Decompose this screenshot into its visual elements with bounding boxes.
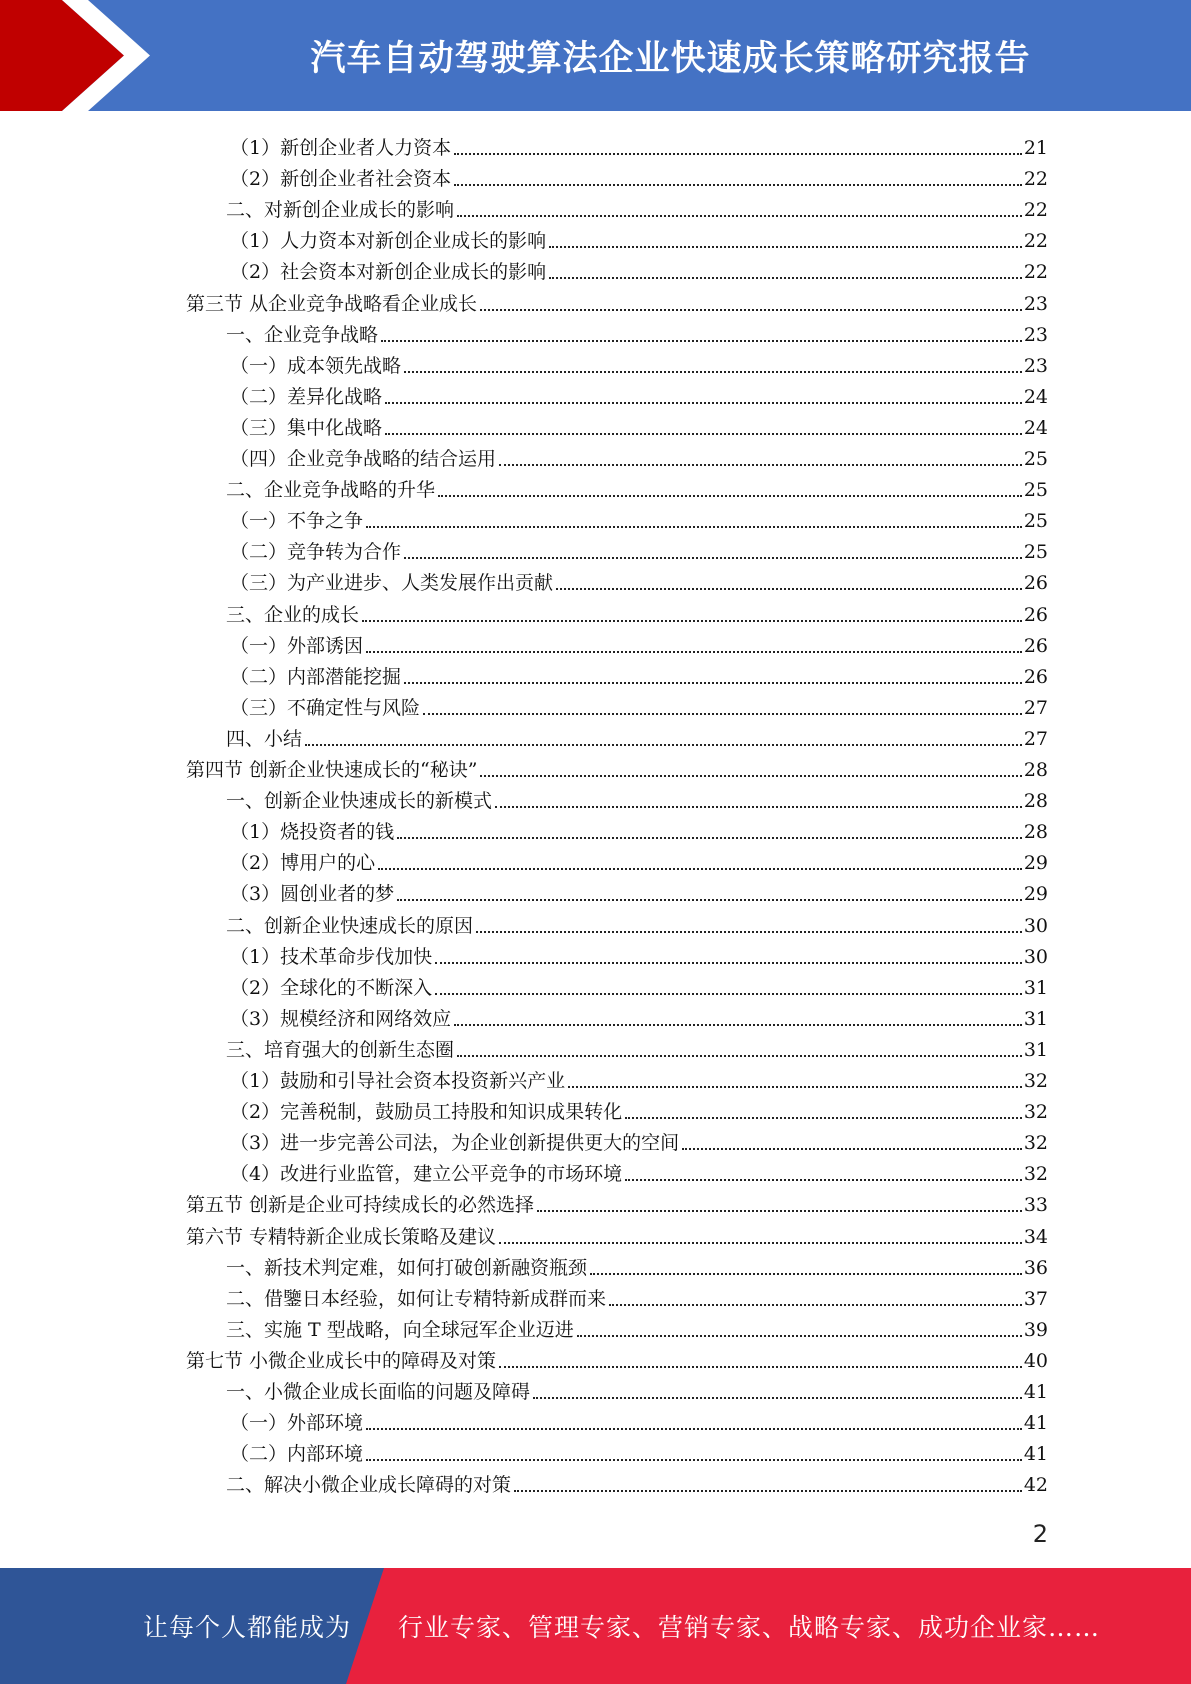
toc-entry[interactable] (230, 687, 1048, 718)
toc-entry[interactable] (230, 220, 1048, 251)
toc-dot-leader (682, 1148, 1022, 1150)
toc-entry-page: 32 (1023, 1132, 1048, 1155)
toc-entry-page: 42 (1023, 1474, 1048, 1497)
toc-dot-leader (454, 153, 1022, 155)
toc-entry-page: 21 (1023, 137, 1048, 159)
toc-entry[interactable] (226, 469, 1048, 500)
toc-dot-leader (366, 1428, 1022, 1430)
toc-dot-leader (435, 993, 1022, 995)
toc-entry-page: 31 (1023, 1007, 1048, 1030)
toc-entry-page: 30 (1023, 914, 1048, 937)
toc-entry-title: （1）技术革命步伐加快 (230, 945, 433, 968)
toc-entry[interactable] (230, 936, 1048, 967)
toc-dot-leader (438, 495, 1022, 497)
toc-entry-page: 26 (1023, 572, 1048, 595)
toc-entry-title: （2）新创企业者社会资本 (230, 168, 452, 191)
toc-entry[interactable] (226, 1371, 1048, 1402)
toc-entry[interactable] (230, 500, 1048, 531)
toc-entry[interactable] (226, 189, 1048, 220)
footer-slogan-right: 行业专家、管理专家、营销专家、战略专家、成功企业家…… (398, 1613, 1101, 1642)
toc-dot-leader (625, 1117, 1022, 1119)
page-footer (0, 1568, 1191, 1684)
toc-entry-title: 一、创新企业快速成长的新模式 (226, 790, 493, 813)
toc-dot-leader (537, 1210, 1022, 1212)
toc-entry-page: 34 (1023, 1225, 1048, 1248)
toc-entry[interactable] (186, 1340, 1048, 1371)
toc-entry-title: （三）不确定性与风险 (230, 696, 421, 719)
toc-dot-leader (609, 1304, 1022, 1306)
toc-entry-page: 25 (1023, 479, 1048, 502)
toc-entry-page: 26 (1023, 665, 1048, 688)
toc-entry-page: 41 (1023, 1381, 1048, 1403)
toc-entry-title: （二）内部潜能挖掘 (230, 665, 402, 688)
toc-entry[interactable] (230, 345, 1048, 376)
toc-dot-leader (514, 1490, 1022, 1492)
toc-dot-leader (499, 1366, 1022, 1368)
toc-entry-page: 40 (1023, 1349, 1048, 1372)
toc-entry-title: （三）集中化战略 (230, 416, 383, 439)
toc-entry-page: 28 (1023, 821, 1048, 844)
toc-entry[interactable] (186, 1216, 1048, 1247)
toc-entry-page: 41 (1023, 1443, 1048, 1466)
toc-entry-title: （二）内部环境 (230, 1443, 364, 1466)
toc-dot-leader (480, 309, 1022, 311)
toc-entry[interactable] (226, 718, 1048, 749)
toc-entry-title: （2）社会资本对新创企业成长的影响 (230, 261, 547, 284)
toc-entry-title: （4）改进行业监管，建立公平竞争的市场环境 (230, 1163, 623, 1186)
toc-entry[interactable] (226, 1029, 1048, 1060)
toc-dot-leader (366, 651, 1022, 653)
toc-dot-leader (362, 620, 1022, 622)
toc-entry[interactable] (230, 873, 1048, 904)
page-number: 2 (1032, 1520, 1048, 1548)
toc-dot-leader (454, 184, 1022, 186)
header-chevron-icon (0, 0, 160, 111)
toc-entry-page: 27 (1023, 727, 1048, 750)
toc-entry[interactable] (230, 656, 1048, 687)
toc-entry-page: 29 (1023, 883, 1048, 906)
toc-entry-page: 25 (1023, 448, 1048, 470)
toc-entry[interactable] (230, 376, 1048, 407)
toc-dot-leader (435, 962, 1022, 964)
toc-entry-title: 二、借鑒日本经验，如何让专精特新成群而来 (226, 1287, 607, 1310)
toc-entry[interactable] (186, 749, 1048, 780)
toc-entry-title: （一）外部环境 (230, 1412, 364, 1435)
toc-entry-title: （1）人力资本对新创企业成长的影响 (230, 230, 547, 253)
toc-entry[interactable] (230, 127, 1048, 158)
toc-entry-title: （3）进一步完善公司法，为企业创新提供更大的空间 (230, 1132, 680, 1155)
toc-entry[interactable] (230, 1433, 1048, 1464)
toc-entry-page: 32 (1023, 1163, 1048, 1186)
toc-entry-title: 第三节 从企业竞争战略看企业成长 (186, 292, 478, 315)
toc-entry[interactable] (230, 998, 1048, 1029)
toc-dot-leader (533, 1397, 1022, 1399)
toc-entry-page: 28 (1023, 790, 1048, 813)
toc-entry[interactable] (226, 780, 1048, 811)
toc-dot-leader (495, 806, 1022, 808)
toc-entry-title: （1）鼓励和引导社会资本投资新兴产业 (230, 1070, 566, 1092)
toc-dot-leader (378, 868, 1022, 870)
toc-dot-leader (397, 899, 1022, 901)
toc-entry-title: 一、小微企业成长面临的问题及障碍 (226, 1381, 531, 1403)
toc-dot-leader (549, 277, 1022, 279)
toc-entry[interactable] (230, 811, 1048, 842)
toc-dot-leader (366, 526, 1022, 528)
toc-entry-title: （1）烧投资者的钱 (230, 821, 395, 844)
toc-entry[interactable] (230, 531, 1048, 562)
toc-dot-leader (476, 931, 1022, 933)
toc-entry-page: 28 (1023, 759, 1048, 781)
report-title: 汽车自动驾驶算法企业快速成长策略研究报告 (310, 38, 1031, 79)
toc-entry[interactable] (230, 1122, 1048, 1153)
toc-dot-leader (404, 557, 1022, 559)
toc-dot-leader (625, 1179, 1022, 1181)
toc-entry-page: 39 (1023, 1318, 1048, 1341)
toc-entry-page: 22 (1023, 168, 1048, 191)
toc-entry[interactable] (230, 967, 1048, 998)
toc-entry-title: 第五节 创新是企业可持续成长的必然选择 (186, 1194, 535, 1217)
toc-entry-page: 26 (1023, 603, 1048, 626)
toc-entry-title: （二）竞争转为合作 (230, 541, 402, 564)
toc-entry-page: 36 (1023, 1256, 1048, 1279)
toc-entry-page: 27 (1023, 696, 1048, 719)
toc-entry-page: 26 (1023, 634, 1048, 657)
toc-dot-leader (381, 340, 1022, 342)
toc-dot-leader (499, 464, 1022, 466)
toc-dot-leader (404, 371, 1022, 373)
toc-entry[interactable] (226, 314, 1048, 345)
toc-dot-leader (423, 713, 1022, 715)
toc-entry[interactable] (230, 562, 1048, 593)
toc-dot-leader (397, 837, 1022, 839)
toc-entry-page: 24 (1023, 416, 1048, 439)
toc-entry-page: 23 (1023, 354, 1048, 377)
toc-entry-title: 一、新技术判定难，如何打破创新融资瓶颈 (226, 1256, 588, 1279)
toc-entry-title: 三、实施 T 型战略，向全球冠军企业迈进 (226, 1318, 574, 1341)
toc-entry-page: 37 (1023, 1287, 1048, 1310)
toc-entry-page: 31 (1023, 1038, 1048, 1061)
toc-entry[interactable] (186, 1184, 1048, 1215)
toc-entry-title: （二）差异化战略 (230, 385, 383, 408)
toc-entry-title: （一）不争之争 (230, 510, 364, 533)
toc-entry-page: 22 (1023, 199, 1048, 222)
toc-dot-leader (385, 433, 1022, 435)
toc-entry-page: 41 (1023, 1412, 1048, 1435)
toc-entry-page: 30 (1023, 945, 1048, 968)
toc-entry-page: 32 (1023, 1101, 1048, 1124)
toc-dot-leader (577, 1335, 1022, 1337)
toc-dot-leader (454, 1024, 1022, 1026)
toc-entry-title: 二、解决小微企业成长障碍的对策 (226, 1474, 512, 1497)
toc-entry[interactable] (230, 842, 1048, 873)
toc-entry[interactable] (230, 625, 1048, 656)
toc-entry-page: 23 (1023, 292, 1048, 315)
toc-entry[interactable] (230, 158, 1048, 189)
toc-entry-title: （1）新创企业者人力资本 (230, 137, 452, 159)
toc-entry[interactable] (226, 1464, 1048, 1495)
toc-entry[interactable] (230, 1153, 1048, 1184)
toc-entry-title: 二、对新创企业成长的影响 (226, 199, 455, 222)
toc-dot-leader (480, 775, 1021, 777)
toc-dot-leader (457, 215, 1022, 217)
toc-entry[interactable] (226, 1247, 1048, 1278)
toc-entry[interactable] (230, 438, 1048, 469)
toc-entry-title: （一）成本领先战略 (230, 354, 402, 377)
toc-entry-title: （四）企业竞争战略的结合运用 (230, 448, 497, 470)
toc-dot-leader (590, 1273, 1022, 1275)
toc-dot-leader (366, 1459, 1022, 1461)
toc-entry-title: 二、创新企业快速成长的原因 (226, 914, 474, 937)
toc-entry-title: （2）完善税制，鼓励员工持股和知识成果转化 (230, 1101, 623, 1124)
toc-entry[interactable] (230, 407, 1048, 438)
toc-entry-page: 24 (1023, 385, 1048, 408)
toc-entry-title: 第七节 小微企业成长中的障碍及对策 (186, 1349, 497, 1372)
toc-entry-title: （3）圆创业者的梦 (230, 883, 395, 906)
toc-entry[interactable] (230, 1091, 1048, 1122)
toc-entry-title: （3）规模经济和网络效应 (230, 1007, 452, 1030)
toc-entry-page: 31 (1023, 976, 1048, 999)
toc-entry-title: 三、企业的成长 (226, 603, 360, 626)
toc-entry-title: 一、企业竞争战略 (226, 323, 379, 346)
toc-dot-leader (499, 1242, 1022, 1244)
toc-dot-leader (404, 682, 1022, 684)
toc-entry-page: 22 (1023, 261, 1048, 284)
toc-entry-title: （一）外部诱因 (230, 634, 364, 657)
toc-dot-leader (305, 744, 1022, 746)
toc-dot-leader (549, 246, 1022, 248)
toc-entry-title: 二、企业竞争战略的升华 (226, 479, 436, 502)
toc-entry-page: 33 (1023, 1194, 1048, 1217)
toc-entry[interactable] (186, 283, 1048, 314)
toc-entry-page: 23 (1023, 323, 1048, 346)
toc-entry-page: 25 (1023, 510, 1048, 533)
page-header (0, 0, 1191, 111)
toc-entry[interactable] (226, 594, 1048, 625)
toc-entry-title: 第四节 创新企业快速成长的“秘诀” (186, 759, 478, 781)
toc-entry-title: （2）全球化的不断深入 (230, 976, 433, 999)
toc-entry-title: 三、培育强大的创新生态圈 (226, 1038, 455, 1061)
toc-entry[interactable] (230, 1402, 1048, 1433)
toc-entry-title: （2）博用户的心 (230, 852, 376, 875)
toc-entry[interactable] (230, 251, 1048, 282)
toc-entry-title: 四、小结 (226, 727, 303, 750)
toc-entry[interactable] (226, 905, 1048, 936)
toc-entry-page: 22 (1023, 230, 1048, 253)
toc-dot-leader (457, 1055, 1022, 1057)
toc-dot-leader (568, 1086, 1022, 1088)
toc-entry[interactable] (230, 1060, 1048, 1091)
toc-entry-title: 第六节 专精特新企业成长策略及建议 (186, 1225, 497, 1248)
toc-dot-leader (385, 402, 1022, 404)
toc-entry-title: （三）为产业进步、人类发展作出贡献 (230, 572, 554, 595)
toc-entry[interactable] (226, 1278, 1048, 1309)
toc-dot-leader (556, 588, 1022, 590)
toc-entry-page: 32 (1023, 1070, 1048, 1092)
toc-entry-page: 25 (1023, 541, 1048, 564)
toc-entry[interactable] (226, 1309, 1048, 1340)
toc-entry-page: 29 (1023, 852, 1048, 875)
footer-slogan-left: 让每个人都能成为 (143, 1613, 352, 1642)
